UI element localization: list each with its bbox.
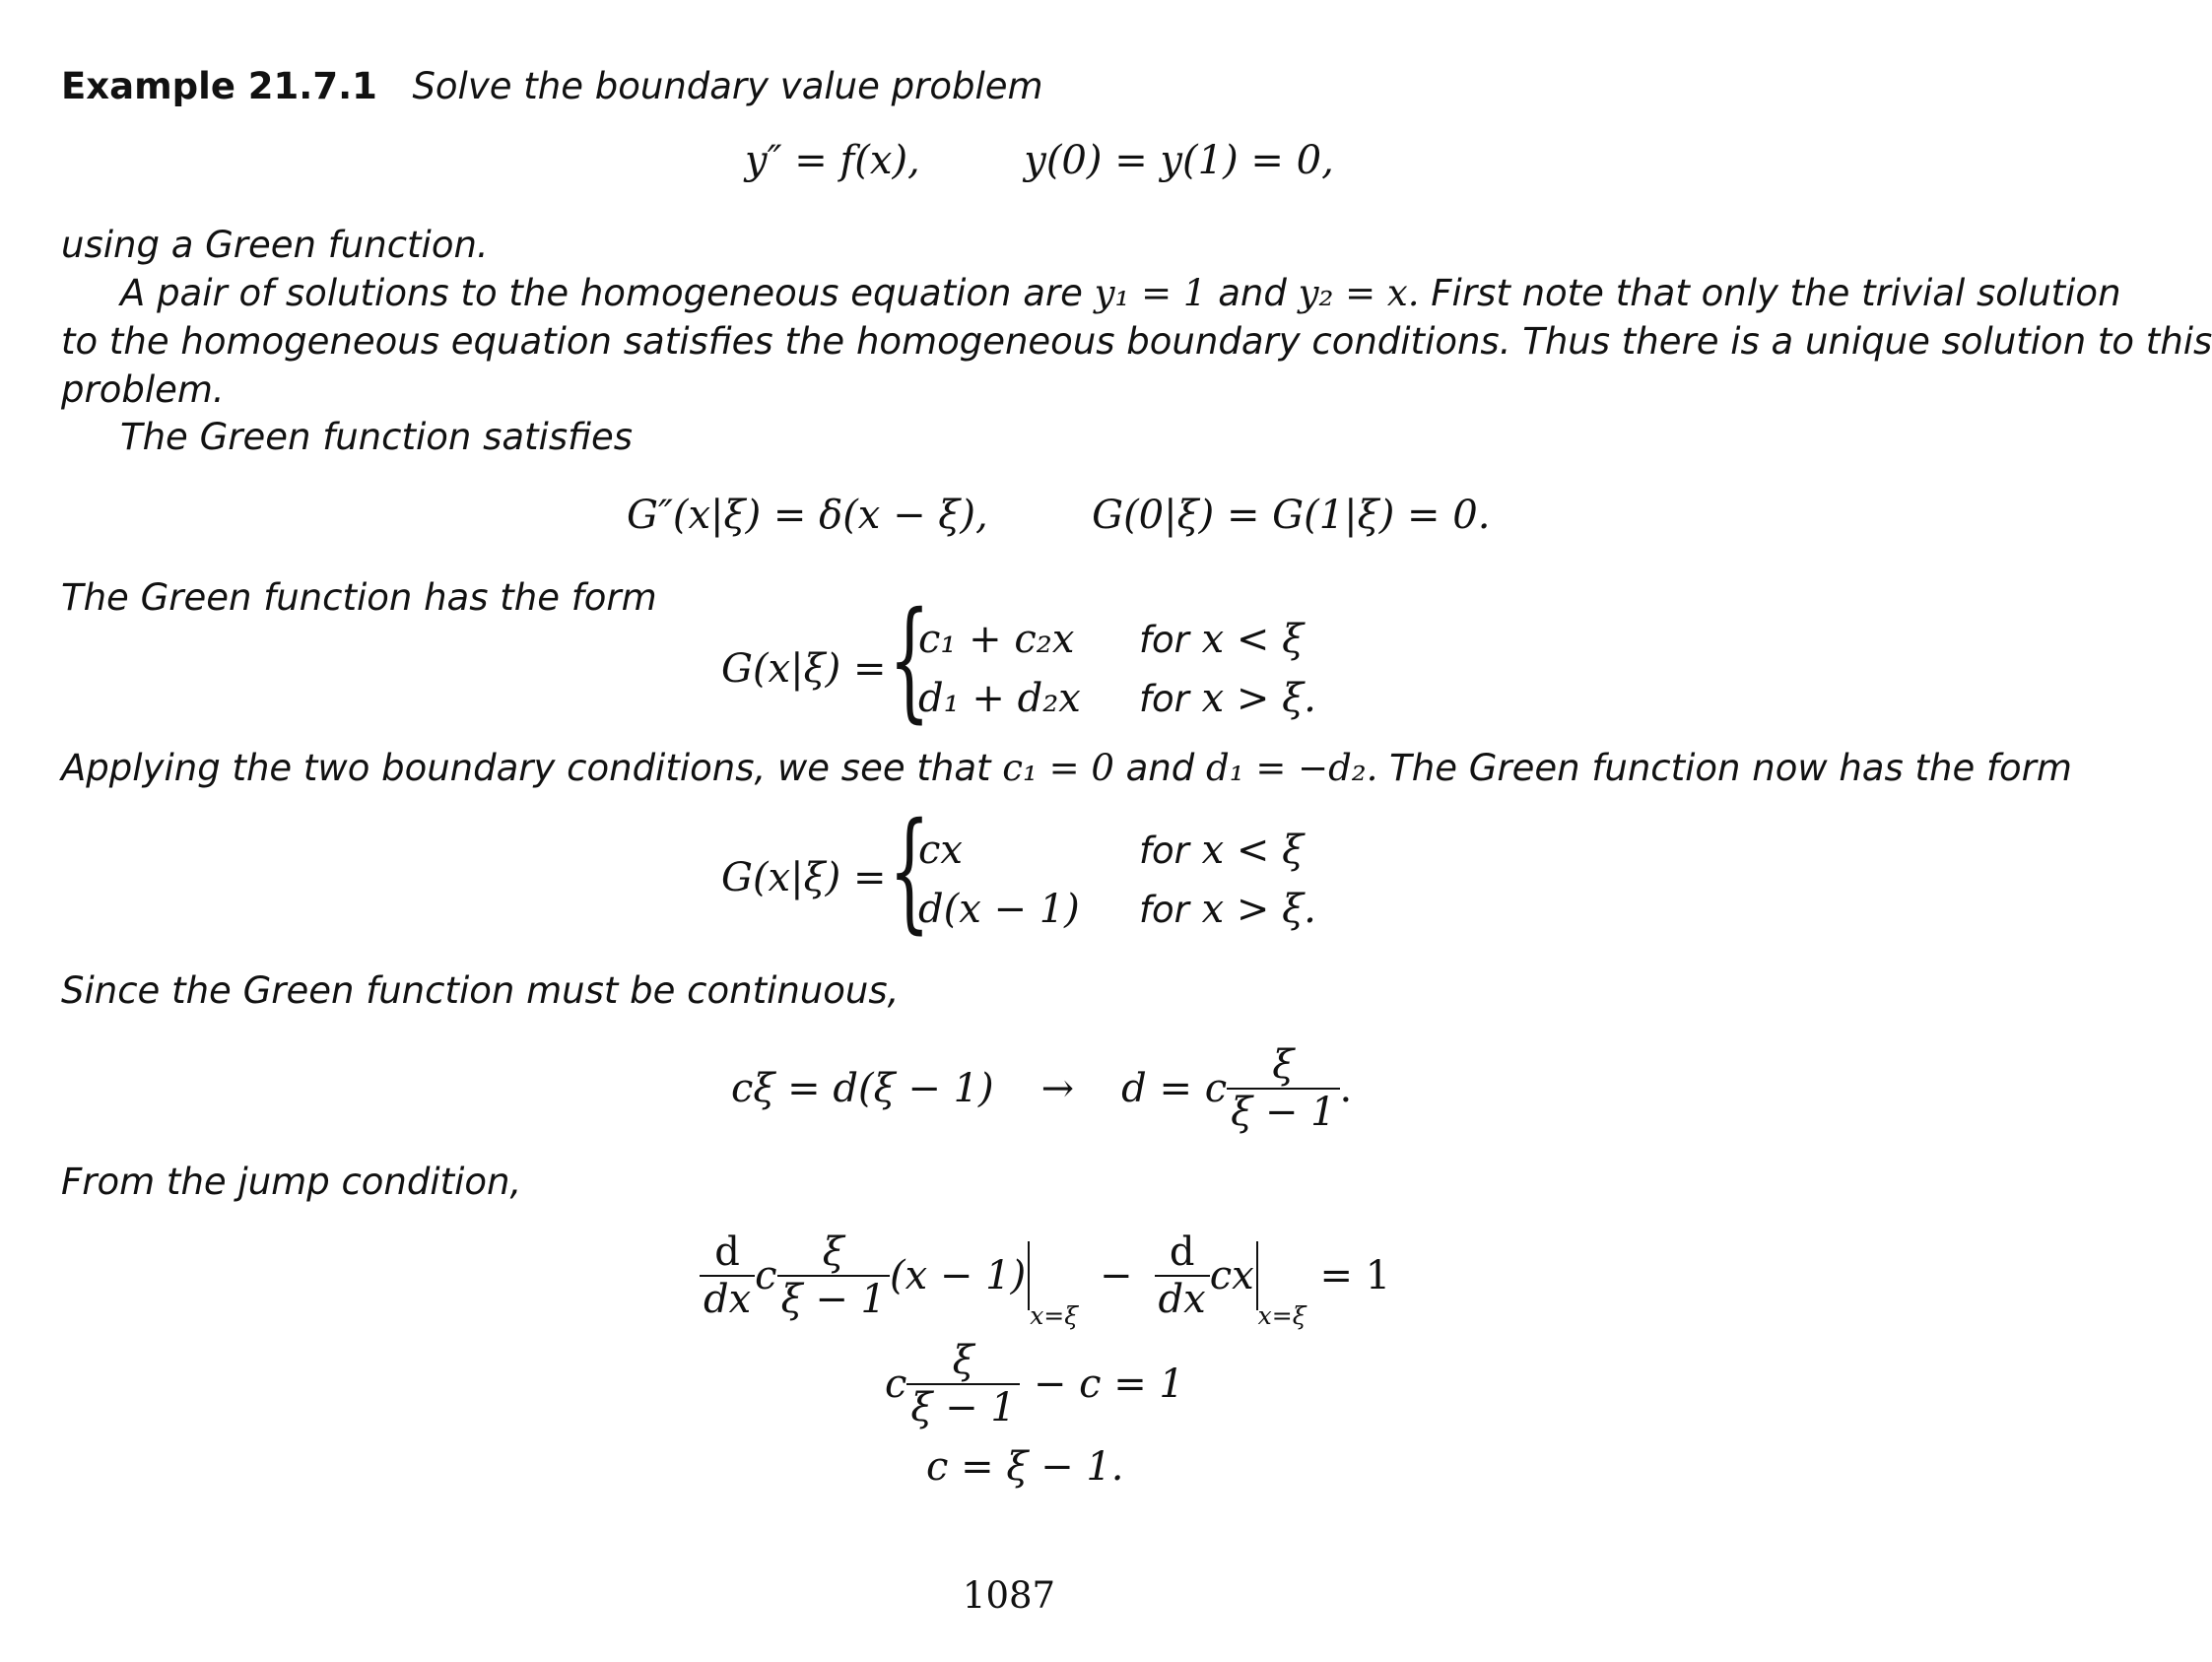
jump-rhs: = 1	[1319, 1253, 1391, 1298]
piecewise-cond2	[1139, 887, 1316, 932]
text-segment: The Green function now has the form	[1389, 747, 2072, 789]
equation-bvp	[745, 138, 1334, 183]
evaluation-subscript: x=ξ	[1257, 1301, 1307, 1330]
equation-green-ode	[627, 493, 1490, 538]
fraction-numerator: d	[700, 1230, 755, 1277]
fraction-denominator: ξ − 1	[780, 1277, 887, 1322]
fraction-numerator: ξ	[777, 1230, 890, 1277]
text-segment: and	[1125, 747, 1195, 789]
paragraph-green-satisfies: The Green function satisfies	[120, 416, 634, 458]
text-segment: Applying the two boundary conditions, we see that	[61, 747, 991, 789]
minus-sign: −	[1100, 1253, 1133, 1298]
fraction-numerator: ξ	[906, 1338, 1019, 1385]
cond-expr: x > ξ.	[1201, 676, 1316, 721]
inline-math-d1: d₁ = −d₂.	[1206, 747, 1378, 789]
piecewise-case2	[918, 887, 1080, 932]
example-intro: Solve the boundary value problem	[412, 65, 1043, 107]
example-heading-line	[61, 63, 1043, 110]
term-cx: cx	[1209, 1253, 1254, 1298]
cond-expr: x > ξ.	[1201, 887, 1316, 932]
equation-green-delta: G″(x|ξ) = δ(x − ξ),	[627, 493, 988, 538]
piecewise-lhs	[721, 646, 886, 692]
paragraph-apply-bc	[61, 745, 2072, 792]
right-arrow-icon: →	[1040, 1066, 1075, 1111]
cond-word: for	[1139, 830, 1189, 872]
piecewise-cond1	[1139, 617, 1304, 662]
cond-word: for	[1139, 619, 1189, 661]
coefficient-c: c	[885, 1362, 907, 1407]
piecewise-case1	[918, 828, 963, 873]
case1-expr: cx	[918, 828, 963, 873]
text-segment: A pair of solutions to the homogeneous equation are	[120, 272, 1083, 314]
continuity-rhs-prefix: d = c	[1121, 1066, 1228, 1111]
left-brace-icon: {	[889, 795, 930, 947]
inline-math-y1: y₁ = 1	[1094, 272, 1207, 314]
fraction-denominator: ξ − 1	[1231, 1090, 1336, 1135]
continuity-period: .	[1339, 1066, 1353, 1111]
page-number: 1087	[962, 1574, 1056, 1617]
case2-expr: d₁ + d₂x	[918, 676, 1081, 721]
left-brace-icon: {	[889, 584, 930, 736]
evaluation-bar	[1028, 1241, 1030, 1310]
piecewise-case1	[918, 617, 1074, 662]
equation-c-solution	[926, 1444, 1124, 1490]
derivative-operator	[700, 1230, 755, 1322]
jump-simplified-rest: − c = 1	[1033, 1362, 1184, 1407]
fraction	[777, 1230, 890, 1322]
cond-expr: x < ξ	[1201, 617, 1305, 662]
fraction-numerator: d	[1155, 1230, 1210, 1277]
c-solution: c = ξ − 1.	[926, 1444, 1124, 1490]
piecewise-lhs	[721, 855, 886, 900]
piecewise-lhs-text: G(x|ξ) =	[721, 646, 887, 692]
cond-word: for	[1139, 678, 1189, 720]
fraction	[906, 1338, 1019, 1430]
derivative-operator	[1155, 1230, 1210, 1322]
text-segment: First note that only the trivial solution	[1431, 272, 2121, 314]
paragraph-jump-condition: From the jump condition,	[61, 1161, 522, 1203]
cond-expr: x < ξ	[1201, 828, 1305, 873]
continuity-lhs: cξ = d(ξ − 1)	[731, 1066, 994, 1111]
piecewise-cond1	[1139, 828, 1304, 873]
text-segment: and	[1218, 272, 1287, 314]
inline-math-y2: y₂ = x.	[1298, 272, 1420, 314]
fraction-denominator: dx	[1158, 1277, 1206, 1322]
coefficient-c: c	[755, 1253, 777, 1298]
paragraph-homogeneous-line2: to the homogeneous equation satisfies the homogeneous boundary conditions. Thus there is a unique solution to this	[61, 320, 2212, 363]
equation-boundary-conditions: y(0) = y(1) = 0,	[1024, 138, 1334, 183]
piecewise-case2	[918, 676, 1081, 721]
inline-math-c1: c₁ = 0	[1002, 747, 1114, 789]
paragraph-green-function: using a Green function.	[61, 224, 489, 266]
fraction-denominator: dx	[704, 1277, 752, 1322]
cond-word: for	[1139, 889, 1189, 931]
fraction	[1227, 1042, 1339, 1135]
example-label: Example 21.7.1	[61, 65, 377, 107]
piecewise-cond2	[1139, 676, 1316, 721]
evaluation-subscript: x=ξ	[1030, 1301, 1079, 1330]
paragraph-green-form: The Green function has the form	[61, 576, 657, 619]
paragraph-continuous: Since the Green function must be continuous,	[61, 969, 900, 1012]
equation-jump-simplified	[885, 1338, 1184, 1430]
equation-jump	[700, 1230, 1391, 1330]
paragraph-homogeneous-line1	[120, 270, 2121, 317]
case1-expr: c₁ + c₂x	[918, 617, 1075, 662]
fraction-denominator: ξ − 1	[910, 1385, 1016, 1430]
case2-expr: d(x − 1)	[918, 887, 1080, 932]
evaluation-bar	[1256, 1241, 1258, 1310]
paragraph-homogeneous-line3: problem.	[61, 368, 225, 411]
piecewise-lhs-text: G(x|ξ) =	[721, 855, 887, 900]
fraction-numerator: ξ	[1227, 1042, 1339, 1090]
equation-continuity	[731, 1042, 1352, 1135]
equation-green-bc: G(0|ξ) = G(1|ξ) = 0.	[1092, 493, 1491, 538]
factor: (x − 1)	[890, 1253, 1027, 1298]
equation-ode: y″ = f(x),	[745, 138, 920, 183]
